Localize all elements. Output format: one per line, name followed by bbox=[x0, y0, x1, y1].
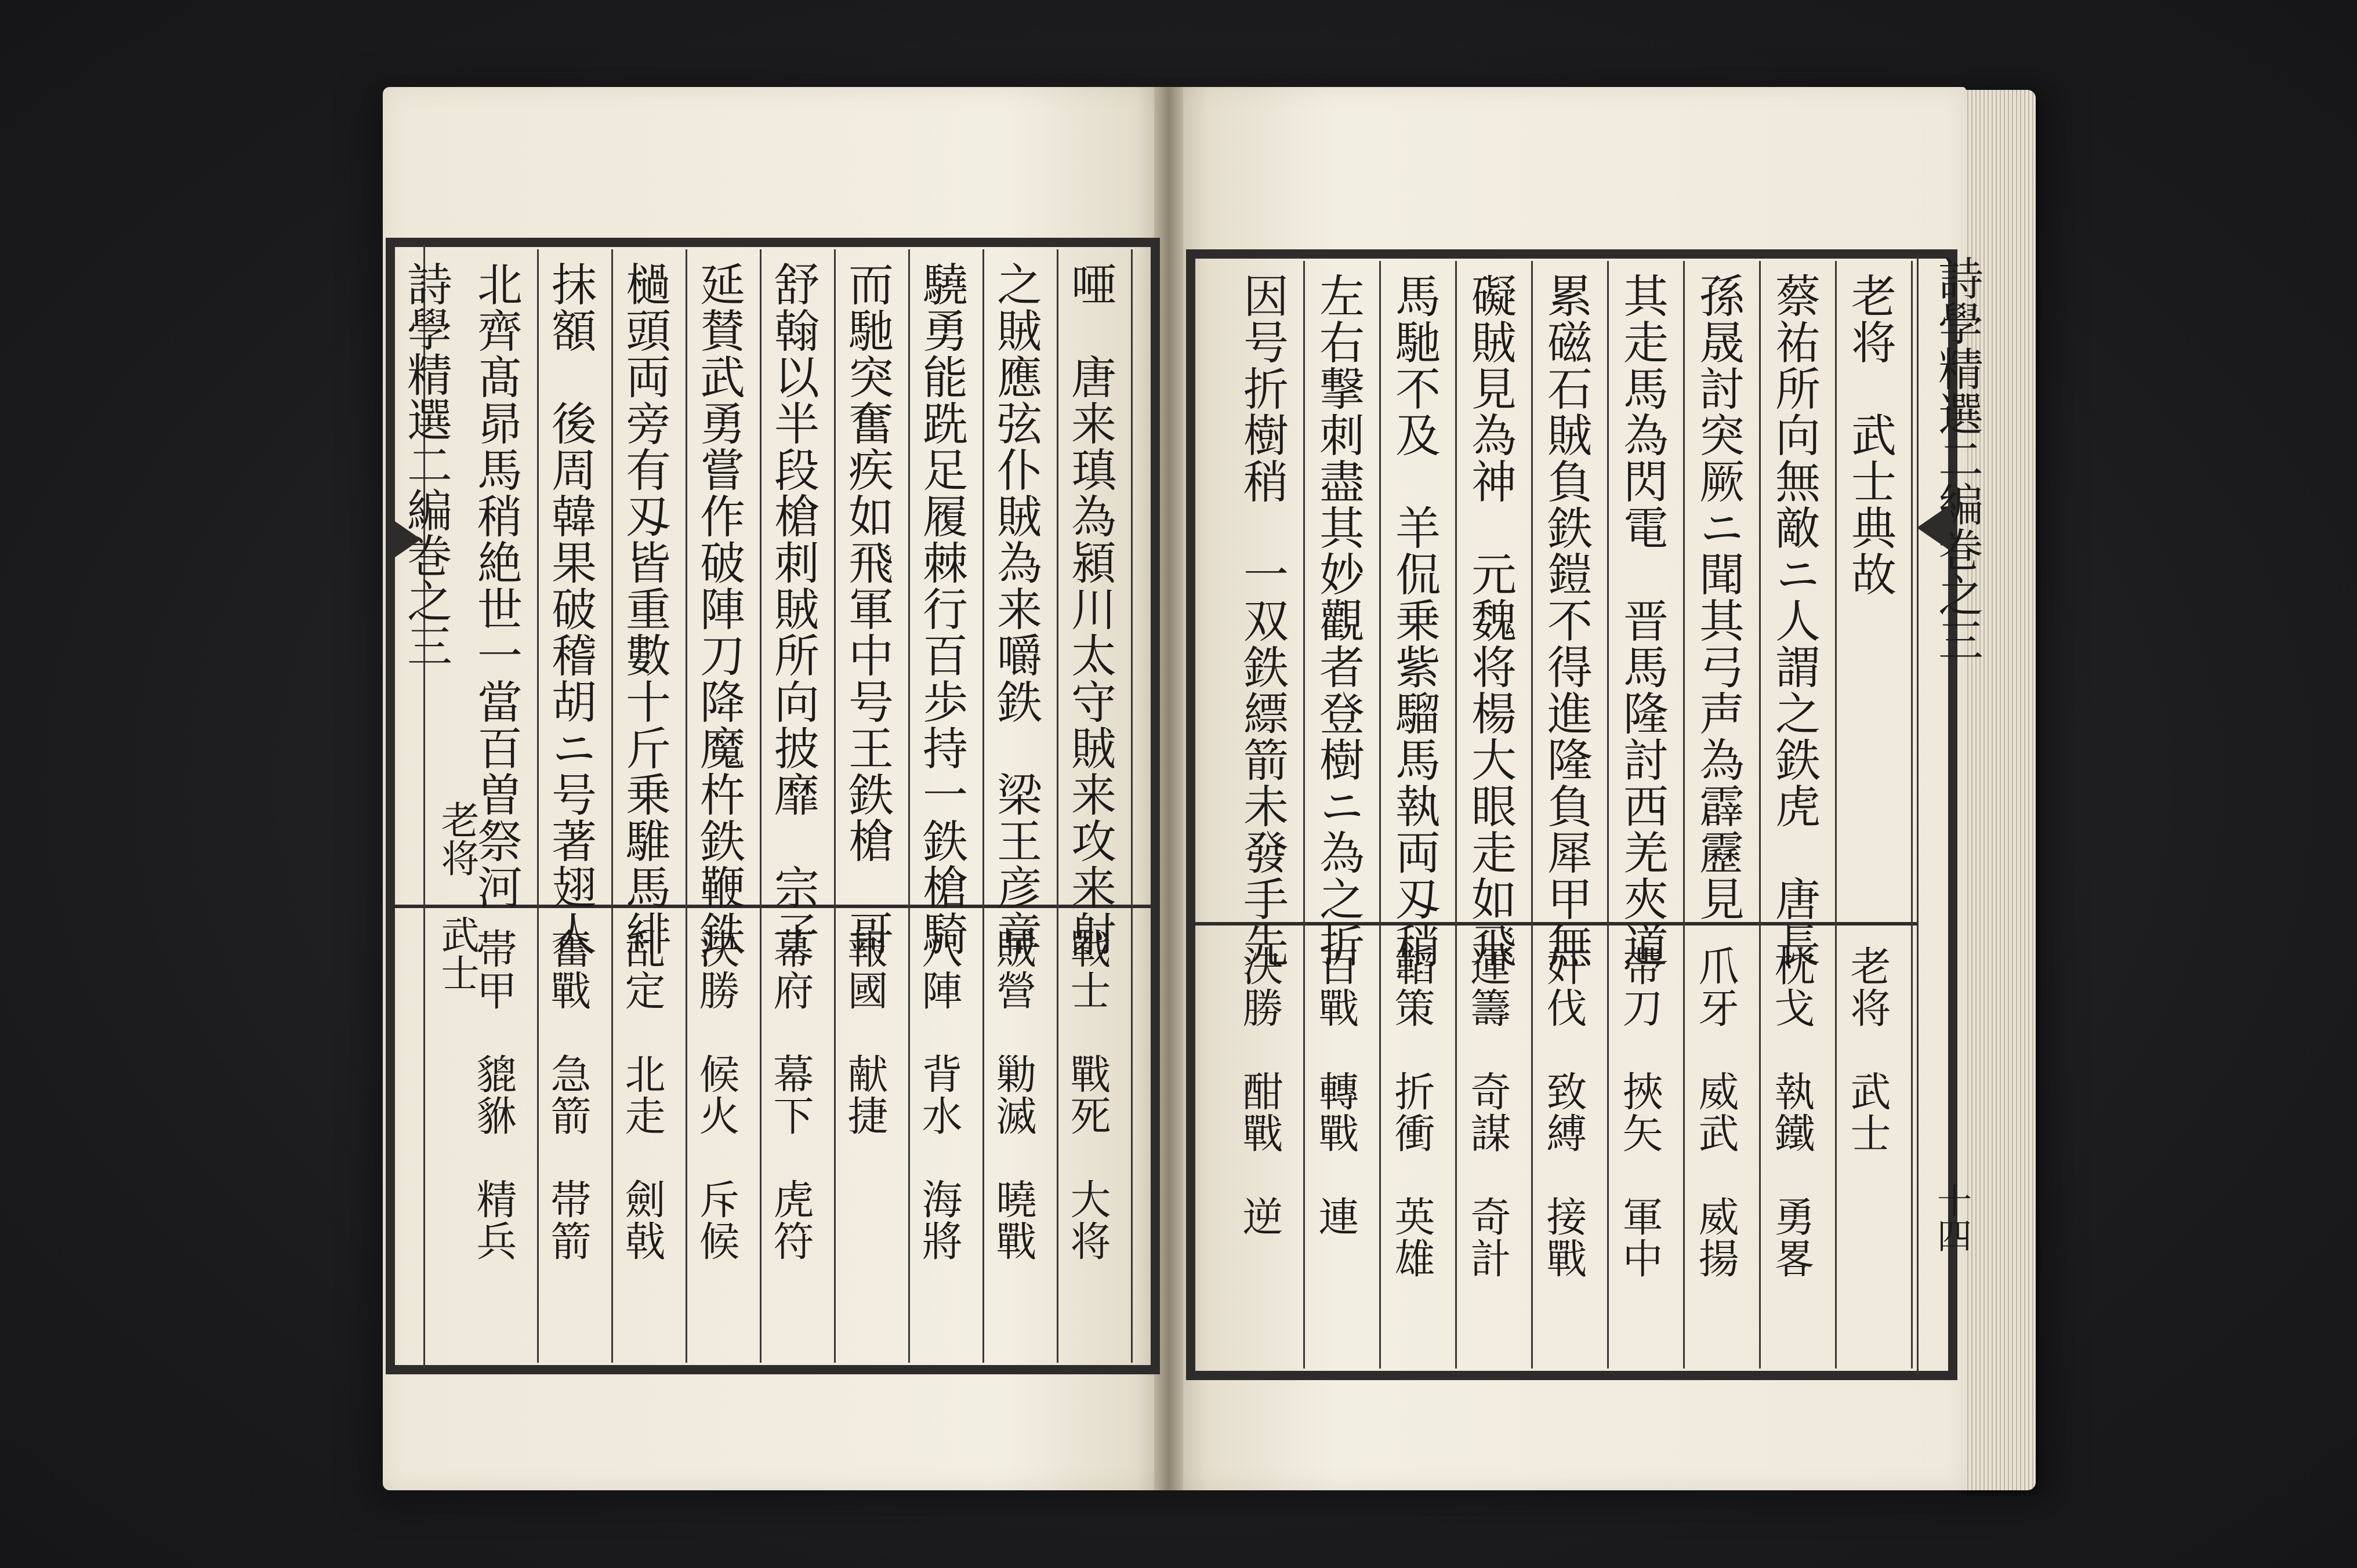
column-rule bbox=[982, 249, 984, 1363]
column-rule bbox=[1911, 261, 1913, 1369]
column-rule bbox=[1683, 261, 1685, 1369]
lower-column-text: 運籌 奇謀 奇計 bbox=[1464, 945, 1511, 1279]
lower-column-text: 決勝 候火 斥候 bbox=[692, 928, 740, 1262]
right-page-number: 十四 bbox=[1931, 1183, 1972, 1253]
lower-column-text: 爪牙 威武 威揚 bbox=[1692, 945, 1739, 1279]
column-rule bbox=[1057, 249, 1058, 1363]
column-rule bbox=[834, 249, 836, 1363]
upper-column-text: 驍勇能跣足履棘行百歩持一鉄槍騎 bbox=[915, 261, 967, 957]
column-rule bbox=[1379, 261, 1381, 1369]
lower-column-text: 帯甲 貔貅 精兵 bbox=[470, 928, 517, 1262]
lower-column-text: 決勝 酣戰 逆 bbox=[1236, 945, 1283, 1237]
column-rule bbox=[686, 249, 687, 1363]
column-rule bbox=[1607, 261, 1609, 1369]
column-rule bbox=[537, 249, 539, 1363]
lower-column-text: 幕府 幕下 虎符 bbox=[767, 928, 814, 1262]
upper-column-text: 之賊應弦仆賊為来嚼鉄 梁王彦章 bbox=[989, 261, 1042, 957]
lower-column-text: 枕戈 執鐵 勇畧 bbox=[1768, 945, 1815, 1279]
lower-column-text: 賊營 勦滅 曉戰 bbox=[989, 928, 1037, 1262]
upper-column-text: 而馳突奮疾如飛軍中号王鉄槍 哥 bbox=[841, 261, 893, 957]
lower-column-text: 奸伐 致縛 接戰 bbox=[1540, 945, 1587, 1279]
upper-column-text: 唖 唐来瑱為潁川太守賊来攻来射 bbox=[1064, 261, 1116, 957]
column-rule bbox=[1835, 261, 1837, 1369]
lower-column-text: 百戰 轉戰 連 bbox=[1312, 945, 1359, 1237]
upper-column-text: 馬馳不及 羊侃乗紫騮馬執両刄稍 bbox=[1388, 273, 1440, 968]
lower-column-text: 八陣 背水 海將 bbox=[915, 928, 963, 1262]
column-rule bbox=[1759, 261, 1761, 1369]
upper-column-text: 累磁石賊負鉄鎧不得進隆負犀甲無 bbox=[1540, 273, 1592, 968]
column-rule bbox=[760, 249, 762, 1363]
upper-column-text: 北齊髙昴馬稍絶世一當百曽祭河 bbox=[470, 261, 522, 910]
lower-column-text: 奮戰 急箭 帯箭 bbox=[544, 928, 592, 1262]
column-rule bbox=[1303, 261, 1305, 1369]
column-rule bbox=[1531, 261, 1533, 1369]
upper-column-text: 檛頭両旁有刄皆重數十斤乗騅馬緋 bbox=[618, 261, 670, 957]
column-rule bbox=[1455, 261, 1457, 1369]
right-running-title: 詩學精選二編巻之三 bbox=[1931, 255, 1983, 662]
upper-column-text: 孫晟討突厥ニ聞其弓声為霹靂見 bbox=[1692, 273, 1744, 922]
upper-column-text: 老将 武士典故 bbox=[1844, 273, 1896, 597]
upper-column-text: 因号折樹稍 一双鉄縹箭未發手先 bbox=[1236, 273, 1288, 968]
lower-column-text: 戰士 戰死 大将 bbox=[1064, 928, 1111, 1262]
lower-column-text: 老将 武士 bbox=[1844, 945, 1891, 1154]
column-rule bbox=[611, 249, 613, 1363]
column-rule bbox=[908, 249, 910, 1363]
upper-column-text: 左右撃刺盡其妙觀者登樹ニ為之折 bbox=[1312, 273, 1364, 968]
upper-column-text: 礙賊見為神 元魏将楊大眼走如飛 bbox=[1464, 273, 1516, 968]
left-section-label: 老将 武士 bbox=[434, 800, 479, 992]
right-hanshin-rule bbox=[1917, 255, 1919, 1374]
upper-column-text: 延賛武勇嘗作破陣刀降魔杵鉄鞭鉄 bbox=[692, 261, 745, 957]
upper-column-text: 抹額 後周韓果破稽胡ニ号著翅人 bbox=[544, 261, 596, 957]
column-rule bbox=[1131, 249, 1133, 1363]
right-fish-tail-icon bbox=[1917, 504, 1950, 551]
lower-column-text: 帶刀 挾矢 軍中 bbox=[1616, 945, 1663, 1279]
upper-column-text: 舒翰以半段槍刺賊所向披靡 宗子 bbox=[767, 261, 819, 957]
left-running-title: 詩學精選二編巻之三 bbox=[400, 261, 452, 668]
upper-column-text: 蔡祐所向無敵ニ人謂之鉄虎 唐長 bbox=[1768, 273, 1820, 968]
left-fish-tail-icon bbox=[387, 516, 421, 562]
lower-column-text: 韜策 折衝 英雄 bbox=[1388, 945, 1435, 1279]
lower-column-text: 乱定 北走 劍戟 bbox=[618, 928, 666, 1262]
lower-column-text: 報國 献捷 bbox=[841, 928, 889, 1137]
upper-column-text: 其走馬為閃電 晋馬隆討西羌夾道 bbox=[1616, 273, 1668, 968]
